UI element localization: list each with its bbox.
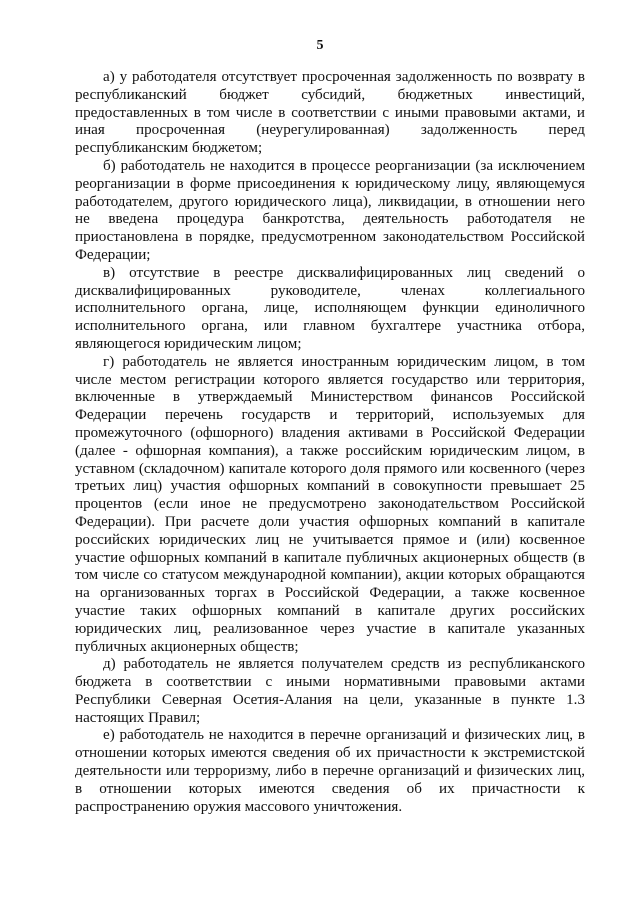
- document-body: [75, 69, 585, 816]
- paragraph-a: а) у работодателя отсутствует просроченная задолженность по возврату в республиканский бюджет субсидий, бюджетных инвестиций, предоставленных в том числе в соответствии с иными правовыми актами, и иная просроченная (неурегулированная) задолженность перед республиканским бюджетом;: [75, 69, 585, 157]
- paragraph-b: б) работодатель не находится в процессе реорганизации (за исключением реорганизации в форме присоединения к юридическому лицу, являющемуся работодателем, другого юридического лица), ликвидации, в отношении него не введена процедура банкротства, деятельность работодателя не приостановлена в порядке, предусмотренном законодательством Российской Федерации;: [75, 157, 585, 263]
- paragraph-g: г) работодатель не является иностранным юридическим лицом, в том числе местом регистрации которого является государство или территория, включенные в утверждаемый Министерством финансов Российской Федерации перечень государств и территорий, используемых для промежуточного (офшорного) владения активами в Российской Федерации (далее - офшорная компания), а также российским юридическим лицом, в уставном (складочном) капитале которого доля прямого или косвенного (через третьих лиц) участия офшорных компаний в совокупности превышает 25 процентов (если иное не предусмотрено законодательством Российской Федерации). При расчете доли участия офшорных компаний в капитале российских юридических лиц не учитывается прямое и (или) косвенное участие офшорных компаний в капитале публичных акционерных обществ (в том числе со статусом международной компании), акции которых обращаются на организованных торгах в Российской Федерации, а также косвенное участие таких офшорных компаний в капитале других российских юридических лиц, реализованное через участие в капитале указанных публичных акционерных обществ;: [75, 353, 585, 655]
- paragraph-v: в) отсутствие в реестре дисквалифицированных лиц сведений о дисквалифицированных руководителе, членах коллегиального исполнительного органа, лице, исполняющем функции единоличного исполнительного органа, или главном бухгалтере участника отбора, являющегося юридическим лицом;: [75, 264, 585, 352]
- paragraph-e: е) работодатель не находится в перечне организаций и физических лиц, в отношении которых имеются сведения об их причастности к экстремистской деятельности или терроризму, либо в перечне организаций и физических лиц, в отношении которых имеются сведения об их причастности к распространению оружия массового уничтожения.: [75, 727, 585, 815]
- page-number: 5: [316, 38, 324, 53]
- paragraph-d: д) работодатель не является получателем средств из республиканского бюджета в соответствии с иными нормативными правовыми актами Республики Северная Осетия-Алания на цели, указанные в пункте 1.3 настоящих Правил;: [75, 656, 585, 726]
